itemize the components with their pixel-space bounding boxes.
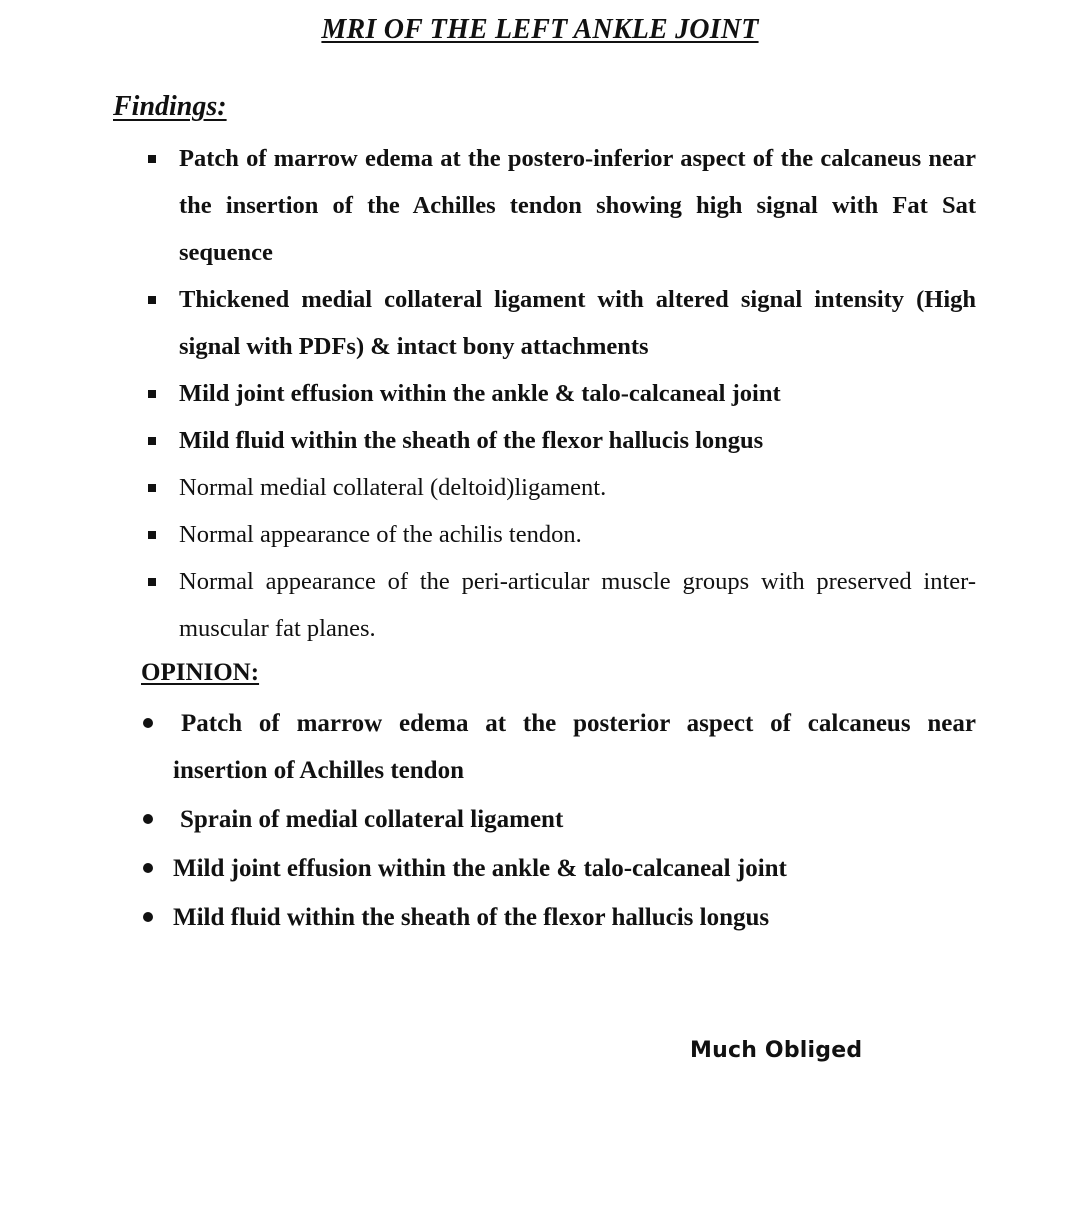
finding-text: Thickened medial collateral ligament with altered signal intensity (High signal with PDFs) & intact bony attachments	[179, 286, 976, 360]
opinion-item	[173, 796, 976, 843]
finding-item	[179, 276, 976, 370]
opinion-text: Mild fluid within the sheath of the flexor hallucis longus	[173, 904, 770, 931]
round-bullet-icon	[143, 718, 153, 728]
opinion-item	[173, 845, 976, 892]
opinion-list	[0, 700, 1080, 943]
round-bullet-icon	[143, 863, 153, 873]
round-bullet-icon	[143, 912, 153, 922]
opinion-text-line-2: insertion of Achilles tendon	[173, 757, 464, 784]
round-bullet-icon	[143, 814, 153, 824]
finding-text: Normal appearance of the peri-articular muscle groups with preserved inter-muscular fat planes.	[179, 568, 976, 642]
document-title: MRI OF THE LEFT ANKLE JOINT	[321, 14, 759, 45]
findings-list	[0, 135, 1080, 652]
finding-text: Patch of marrow edema at the postero-inferior aspect of the calcaneus near the insertion of the Achilles tendon showing high signal with Fat Sat sequence	[179, 145, 976, 266]
opinion-item	[173, 894, 976, 941]
signoff: Much Obliged	[690, 1038, 863, 1063]
square-bullet-icon	[148, 296, 156, 304]
finding-item	[179, 511, 976, 558]
square-bullet-icon	[148, 390, 156, 398]
square-bullet-icon	[148, 437, 156, 445]
opinion-item	[173, 700, 976, 794]
opinion-text: Mild joint effusion within the ankle & talo-calcaneal joint	[173, 855, 787, 882]
findings-heading: Findings:	[113, 91, 227, 122]
opinion-heading: OPINION:	[141, 659, 260, 686]
square-bullet-icon	[148, 578, 156, 586]
finding-item	[179, 135, 976, 276]
finding-text: Normal medial collateral (deltoid)ligament.	[179, 474, 607, 501]
opinion-text: Sprain of medial collateral ligament	[180, 806, 564, 833]
finding-item	[179, 370, 976, 417]
finding-text: Mild joint effusion within the ankle & talo-calcaneal joint	[179, 380, 781, 407]
finding-item	[179, 417, 976, 464]
finding-item	[179, 464, 976, 511]
finding-item	[179, 558, 976, 652]
square-bullet-icon	[148, 155, 156, 163]
finding-text: Normal appearance of the achilis tendon.	[179, 521, 582, 548]
finding-text: Mild fluid within the sheath of the flexor hallucis longus	[179, 427, 764, 454]
opinion-text-line-1: Patch of marrow edema at the posterior aspect of calcaneus near	[181, 710, 976, 737]
square-bullet-icon	[148, 531, 156, 539]
square-bullet-icon	[148, 484, 156, 492]
